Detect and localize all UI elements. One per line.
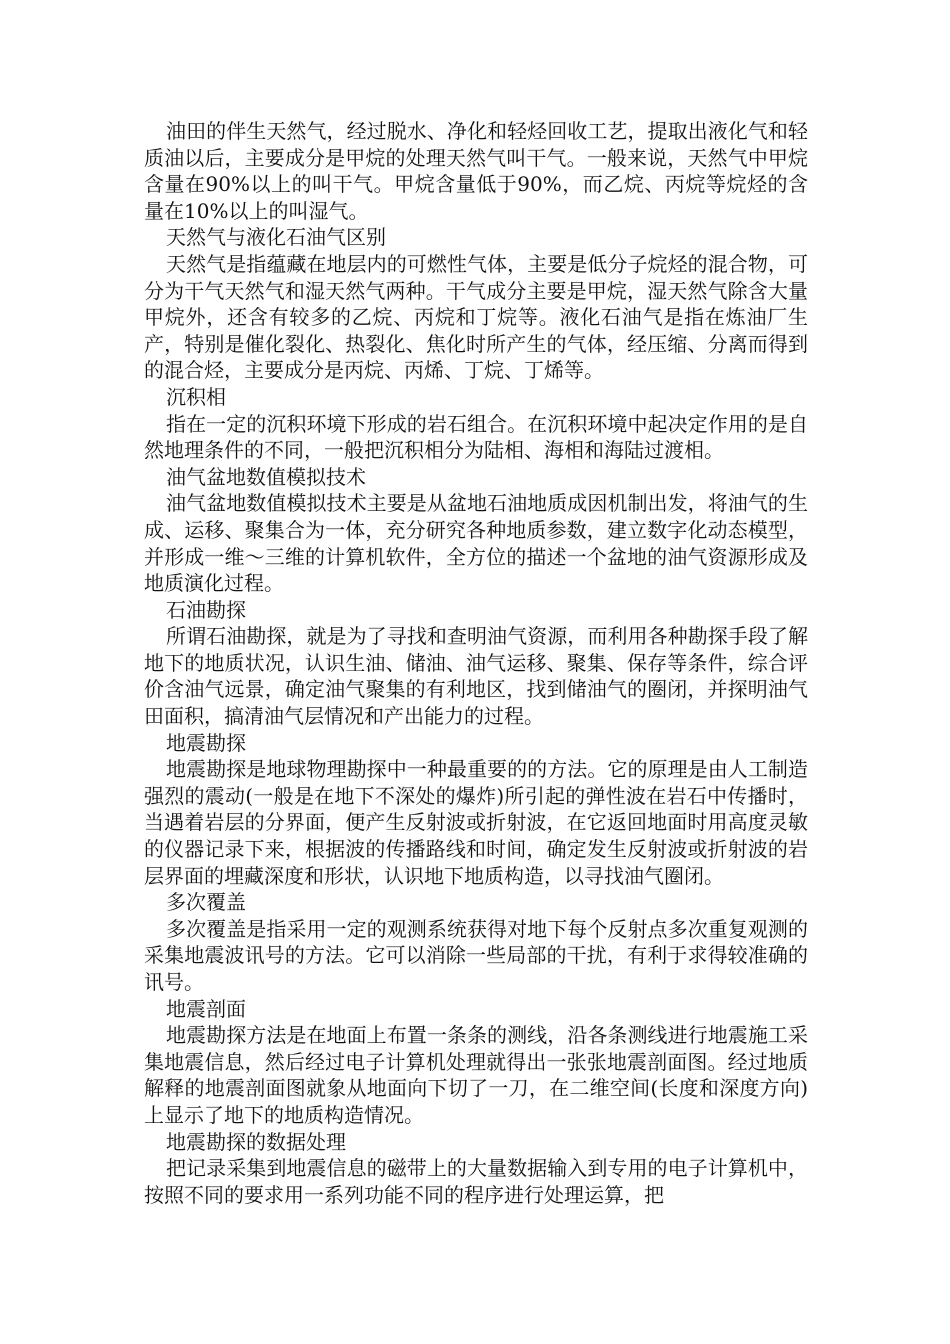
heading-petroleum-exploration: 石油勘探 [166,597,246,622]
paragraph-sedimentary-facies: 指在一定的沉积环境下形成的岩石组合。在沉积环境中起决定作用的是自然地理条件的不同，一般把沉积相分为陆相、海相和海陆过渡相。 [144,411,808,463]
paragraph-multiple-coverage: 多次覆盖是指采用一定的观测系统获得对地下每个反射点多次重复观测的采集地震波讯号的方法。它可以消除一些局部的干扰，有利于求得较准确的讯号。 [144,916,808,994]
paragraph-seismic-exploration: 地震勘探是地球物理勘探中一种最重要的的方法。它的原理是由人工制造强烈的震动(一般是在地下不深处的爆炸)所引起的弹性波在岩石中传播时，当遇着岩层的分界面，便产生反射波或折射波，在它返回地面时用高度灵敏的仪器记录下来，根据波的传播路线和时间，确定发生反射波或折射波的岩层界面的埋藏深度和形状，认识地下地质构造，以寻找油气圈闭。 [144,757,808,888]
heading-basin-modeling: 油气盆地数值模拟技术 [166,464,366,489]
heading-sedimentary-facies: 沉积相 [166,384,226,409]
paragraph-seismic-data-processing: 把记录采集到地震信息的磁带上的大量数据输入到专用的电子计算机中，按照不同的要求用一系列功能不同的程序进行处理运算，把 [144,1156,808,1207]
heading-multiple-coverage: 多次覆盖 [166,890,246,915]
heading-seismic-data-processing: 地震勘探的数据处理 [166,1129,346,1154]
heading-natural-gas-vs-lpg: 天然气与液化石油气区别 [166,225,386,250]
paragraph-basin-modeling: 油气盆地数值模拟技术主要是从盆地石油地质成因机制出发，将油气的生成、运移、聚集合为一体，充分研究各种地质参数，建立数字化动态模型，并形成一维～三维的计算机软件，全方位的描述一个盆地的油气资源形成及地质演化过程。 [144,491,808,596]
paragraph-petroleum-exploration: 所谓石油勘探，就是为了寻找和查明油气资源，而利用各种勘探手段了解地下的地质状况，认识生油、储油、油气运移、聚集、保存等条件，综合评价含油气远景，确定油气聚集的有利地区，找到储油气的圈闭，并探明油气田面积，搞清油气层情况和产出能力的过程。 [144,624,808,729]
heading-seismic-exploration: 地震勘探 [166,730,246,755]
paragraph-dry-gas: 油田的伴生天然气，经过脱水、净化和轻烃回收工艺，提取出液化气和轻质油以后，主要成分是甲烷的处理天然气叫干气。一般来说，天然气中甲烷含量在90%以上的叫干气。甲烷含量低于90%，而乙烷、丙烷等烷烃的含量在10%以上的叫湿气。 [144,119,808,223]
heading-seismic-section: 地震剖面 [166,996,246,1021]
paragraph-natural-gas-vs-lpg: 天然气是指蕴藏在地层内的可燃性气体，主要是低分子烷烃的混合物，可分为干气天然气和湿天然气两种。干气成分主要是甲烷，湿天然气除含大量甲烷外，还含有较多的乙烷、丙烷和丁烷等。液化石油气是指在炼油厂生产，特别是催化裂化、热裂化、焦化时所产生的气体，经压缩、分离而得到的混合烃，主要成分是丙烷、丙烯、丁烷、丁烯等。 [144,251,808,383]
document-page [144,118,808,1208]
paragraph-seismic-section: 地震勘探方法是在地面上布置一条条的测线，沿各条测线进行地震施工采集地震信息，然后经过电子计算机处理就得出一张张地震剖面图。经过地质解释的地震剖面图就象从地面向下切了一刀，在二维空间(长度和深度方向)上显示了地下的地质构造情况。 [144,1023,808,1127]
